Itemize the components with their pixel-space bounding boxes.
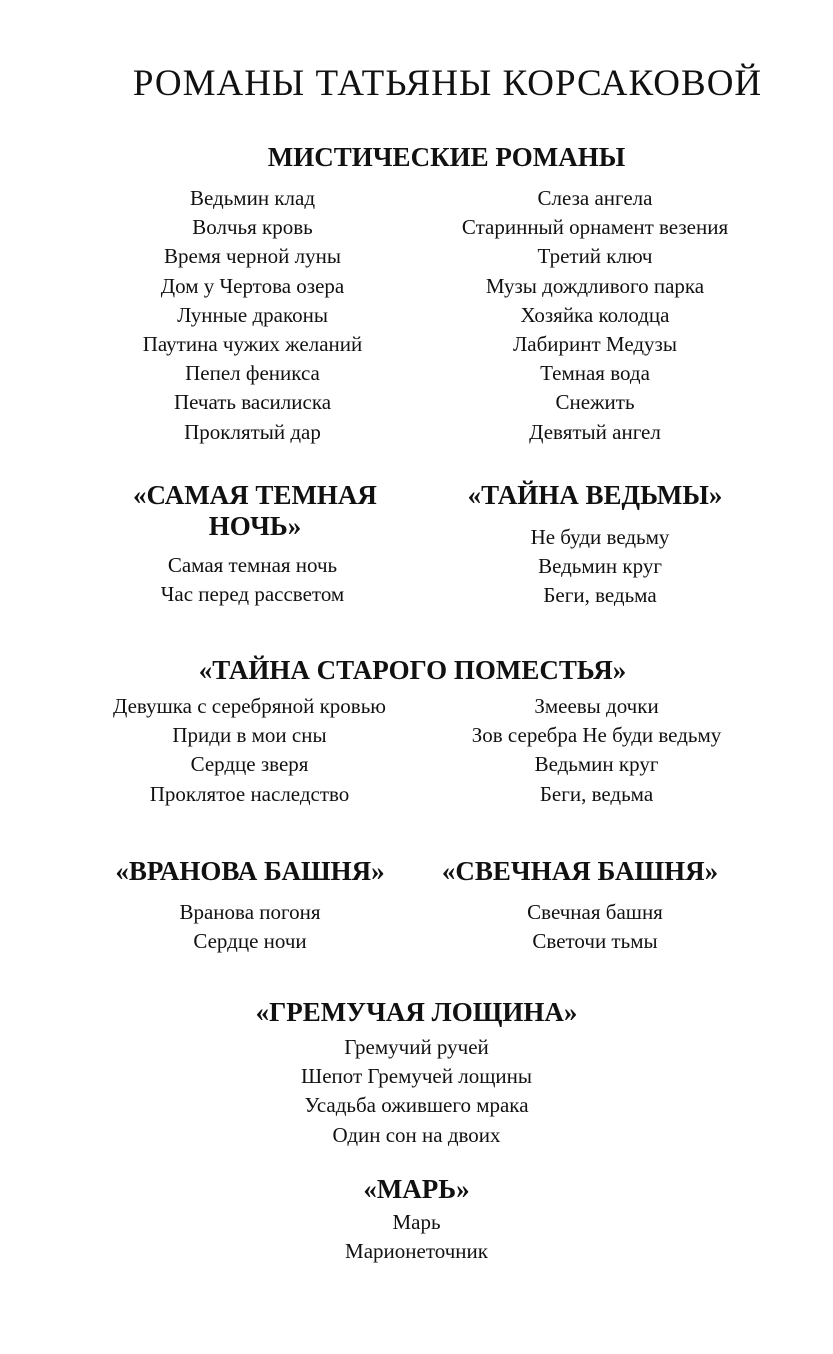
old-estate-left-list <box>88 692 411 809</box>
book-title: Сердце ночи <box>193 929 307 954</box>
book-title: Хозяйка колодца <box>520 302 670 327</box>
book-title: Светочи тьмы <box>532 929 658 954</box>
book-title: Шепот Гремучей лощины <box>301 1064 532 1089</box>
book-title: Один сон на двоих <box>332 1122 501 1147</box>
section-heading-mar: «МАРЬ» <box>363 1174 470 1204</box>
book-title: Самая темная ночь <box>167 553 338 577</box>
book-title: Сердце зверя <box>190 752 309 777</box>
book-title: Не буди ведьму <box>530 525 670 549</box>
old-estate-right-list <box>445 692 748 809</box>
book-title: Проклятый дар <box>184 419 321 444</box>
book-title: Ведьмин круг <box>538 554 662 579</box>
section-heading-darkest-night <box>105 480 405 542</box>
book-title: Лабиринт Медузы <box>513 332 677 357</box>
rattling-hollow-list <box>0 1033 833 1150</box>
book-title: Снежить <box>555 390 635 415</box>
page-title: РОМАНЫ ТАТЬЯНЫ КОРСАКОВОЙ <box>132 63 763 104</box>
book-title: Темная вода <box>540 361 650 386</box>
book-title: Дом у Чертова озера <box>160 273 345 298</box>
book-title: Музы дождливого парка <box>485 273 705 298</box>
book-title: Беги, ведьма <box>539 781 654 806</box>
section-heading-rattling-hollow: «ГРЕМУЧАЯ ЛОЩИНА» <box>255 997 578 1027</box>
book-title: Лунные драконы <box>177 302 328 327</box>
book-title: Слеза ангела <box>537 186 653 210</box>
book-title: Время черной луны <box>164 244 341 269</box>
candle-tower-list <box>445 898 745 956</box>
book-title: Змеевы дочки <box>534 694 659 718</box>
section-heading-raven-tower: «ВРАНОВА БАШНЯ» <box>115 856 385 886</box>
witch-secret-list <box>445 523 755 611</box>
book-title: Пепел феникса <box>185 361 320 386</box>
section-heading-old-estate: «ТАЙНА СТАРОГО ПОМЕСТЬЯ» <box>198 655 627 685</box>
mystic-right-list <box>430 184 760 447</box>
book-title: Волчья кровь <box>192 215 313 240</box>
heading-line-2: НОЧЬ» <box>208 511 302 541</box>
heading-line-1: «САМАЯ ТЕМНАЯ <box>133 480 377 510</box>
book-title: Усадьба ожившего мрака <box>304 1093 529 1118</box>
book-title: Девушка с серебряной кровью <box>113 694 386 718</box>
mystic-left-list <box>100 184 405 447</box>
book-title: Гремучий ручей <box>344 1035 489 1059</box>
book-title: Марионеточник <box>345 1239 488 1264</box>
book-title: Третий ключ <box>537 244 653 269</box>
book-title: Свечная башня <box>527 900 663 924</box>
book-title: Печать василиска <box>173 390 332 415</box>
book-title: Час перед рассветом <box>160 582 345 607</box>
book-title: Паутина чужих желаний <box>142 332 363 357</box>
book-title: Ведьмин клад <box>189 186 315 210</box>
book-title: Девятый ангел <box>529 419 661 444</box>
book-title: Проклятое наследство <box>149 781 350 806</box>
book-title: Ведьмин круг <box>534 752 659 777</box>
book-title: Марь <box>392 1210 441 1234</box>
book-title: Приди в мои сны <box>172 723 327 748</box>
book-title: Беги, ведьма <box>543 583 657 608</box>
section-heading-witch-secret: «ТАЙНА ВЕДЬМЫ» <box>467 480 723 510</box>
book-title: Старинный орнамент везения <box>461 215 729 240</box>
book-title: Вранова погоня <box>179 900 321 924</box>
section-heading-candle-tower: «СВЕЧНАЯ БАШНЯ» <box>441 856 719 886</box>
section-heading-mystic: МИСТИЧЕСКИЕ РОМАНЫ <box>267 142 626 172</box>
mar-list <box>0 1208 833 1266</box>
book-title: Зов серебра Не буди ведьму <box>471 723 722 748</box>
raven-tower-list <box>100 898 400 956</box>
darkest-night-list <box>100 551 405 609</box>
